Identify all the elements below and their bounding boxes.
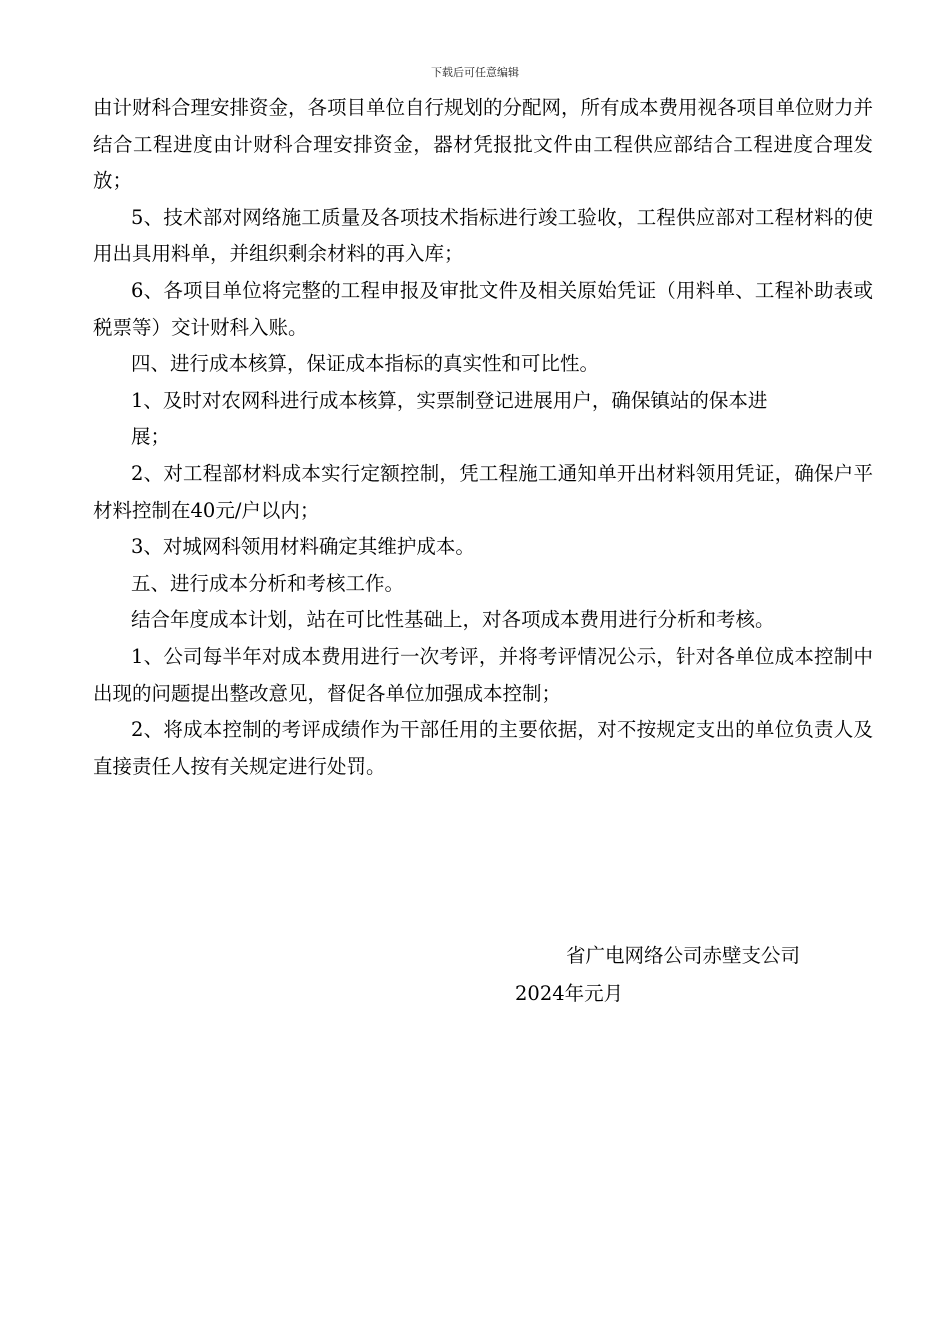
paragraph-4-item-1-line-1: 1、及时对农网科进行成本核算，实票制登记进展用户，确保镇站的保本进 xyxy=(131,388,768,412)
section-heading-4: 四、进行成本核算，保证成本指标的真实性和可比性。 xyxy=(131,352,600,376)
header-note: 下载后可任意编辑 xyxy=(431,66,519,79)
paragraph-funding: 由计财科合理安排资金，各项目单位自行规划的分配网，所有成本费用视各项目单位财力并结合工程进度由计财科合理安排资金，器材凭报批文件由工程供应部结合工程进度合理发放； xyxy=(93,96,874,193)
signature-organization: 省广电网络公司赤壁支公司 xyxy=(566,944,801,967)
paragraph-item-6: 6、各项目单位将完整的工程申报及审批文件及相关原始凭证（用料单、工程补助表或税票等）交计财科入账。 xyxy=(93,278,873,339)
paragraph-5-item-1: 1、公司每半年对成本费用进行一次考评，并将考评情况公示，针对各单位成本控制中出现的问题提出整改意见，督促各单位加强成本控制； xyxy=(93,644,873,705)
paragraph-item-5: 5、技术部对网络施工质量及各项技术指标进行竣工验收，工程供应部对工程材料的使用出具用料单，并组织剩余材料的再入库； xyxy=(93,205,873,266)
section-heading-5: 五、进行成本分析和考核工作。 xyxy=(131,571,405,595)
paragraph-4-item-3: 3、对城网科领用材料确定其维护成本。 xyxy=(131,535,475,559)
paragraph-4-item-1-line-2: 展； xyxy=(131,425,171,449)
paragraph-5-item-2: 2、将成本控制的考评成绩作为干部任用的主要依据，对不按规定支出的单位负责人及直接责任人按有关规定进行处罚。 xyxy=(93,718,873,778)
paragraph-4-item-2: 2、对工程部材料成本实行定额控制，凭工程施工通知单开出材料领用凭证，确保户平材料控制在40元/户以内； xyxy=(93,461,873,522)
document-body xyxy=(93,90,873,785)
signature-date: 2024年元月 xyxy=(515,982,624,1005)
paragraph-5-intro: 结合年度成本计划，站在可比性基础上，对各项成本费用进行分析和考核。 xyxy=(131,608,775,632)
